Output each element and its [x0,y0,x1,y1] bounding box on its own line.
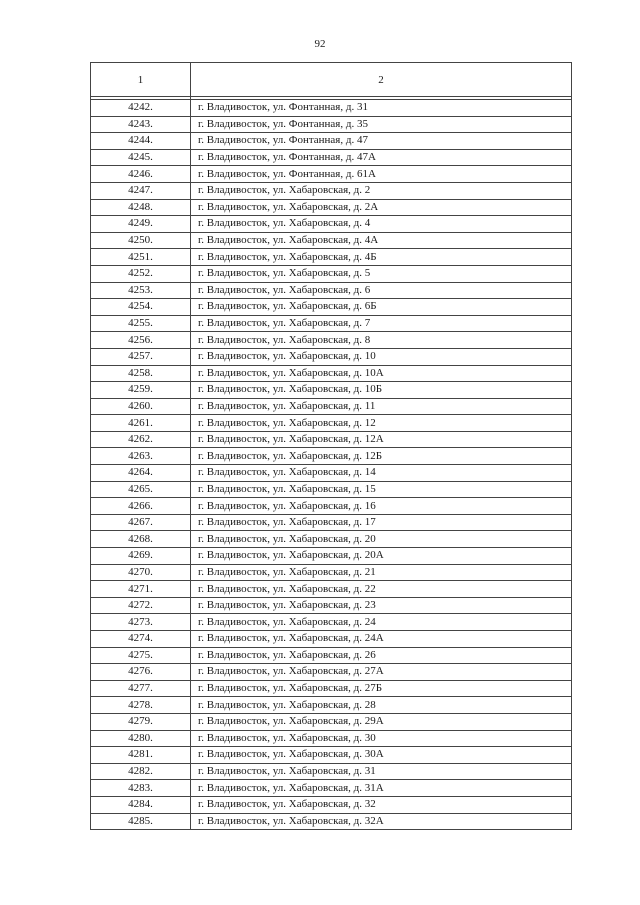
row-address: г. Владивосток, ул. Хабаровская, д. 10Б [191,382,572,399]
row-address: г. Владивосток, ул. Фонтанная, д. 47 [191,133,572,150]
row-number: 4267. [91,514,191,531]
row-number: 4243. [91,116,191,133]
row-number: 4244. [91,133,191,150]
row-address: г. Владивосток, ул. Хабаровская, д. 2А [191,199,572,216]
row-number: 4254. [91,299,191,316]
table-body [91,97,572,830]
table-row [91,465,572,482]
row-number: 4247. [91,182,191,199]
table-row [91,415,572,432]
row-number: 4280. [91,730,191,747]
row-number: 4278. [91,697,191,714]
table-row [91,332,572,349]
row-number: 4242. [91,100,191,117]
table-row [91,481,572,498]
table-row [91,149,572,166]
row-number: 4251. [91,249,191,266]
row-address: г. Владивосток, ул. Фонтанная, д. 47А [191,149,572,166]
table-row [91,398,572,415]
row-address: г. Владивосток, ул. Хабаровская, д. 27Б [191,680,572,697]
address-table [90,62,572,830]
table-row [91,581,572,598]
row-address: г. Владивосток, ул. Хабаровская, д. 31 [191,763,572,780]
table-row [91,680,572,697]
table-row [91,631,572,648]
row-address: г. Владивосток, ул. Хабаровская, д. 31А [191,780,572,797]
row-address: г. Владивосток, ул. Хабаровская, д. 6 [191,282,572,299]
row-address: г. Владивосток, ул. Хабаровская, д. 10А [191,365,572,382]
row-address: г. Владивосток, ул. Хабаровская, д. 4 [191,216,572,233]
row-address: г. Владивосток, ул. Хабаровская, д. 11 [191,398,572,415]
table-row [91,282,572,299]
table-row [91,448,572,465]
table-row [91,597,572,614]
table-row [91,498,572,515]
table-row [91,614,572,631]
row-number: 4265. [91,481,191,498]
row-address: г. Владивосток, ул. Хабаровская, д. 23 [191,597,572,614]
row-number: 4281. [91,747,191,764]
row-address: г. Владивосток, ул. Хабаровская, д. 4Б [191,249,572,266]
table-row [91,697,572,714]
row-number: 4252. [91,265,191,282]
table-row [91,299,572,316]
table-row [91,548,572,565]
row-address: г. Владивосток, ул. Хабаровская, д. 8 [191,332,572,349]
row-number: 4261. [91,415,191,432]
row-number: 4253. [91,282,191,299]
row-address: г. Владивосток, ул. Хабаровская, д. 20 [191,531,572,548]
row-address: г. Владивосток, ул. Хабаровская, д. 20А [191,548,572,565]
table-row [91,647,572,664]
row-number: 4246. [91,166,191,183]
row-number: 4283. [91,780,191,797]
row-number: 4263. [91,448,191,465]
row-address: г. Владивосток, ул. Хабаровская, д. 5 [191,265,572,282]
table-row [91,382,572,399]
page-number: 92 [314,38,326,50]
row-number: 4245. [91,149,191,166]
row-number: 4249. [91,216,191,233]
row-address: г. Владивосток, ул. Хабаровская, д. 29А [191,713,572,730]
row-address: г. Владивосток, ул. Хабаровская, д. 12А [191,431,572,448]
row-number: 4250. [91,232,191,249]
table-row [91,315,572,332]
row-address: г. Владивосток, ул. Хабаровская, д. 21 [191,564,572,581]
row-number: 4268. [91,531,191,548]
row-address: г. Владивосток, ул. Хабаровская, д. 32А [191,813,572,830]
row-number: 4266. [91,498,191,515]
table-row [91,813,572,830]
row-number: 4274. [91,631,191,648]
table-row [91,780,572,797]
row-address: г. Владивосток, ул. Хабаровская, д. 32 [191,796,572,813]
row-address: г. Владивосток, ул. Хабаровская, д. 12 [191,415,572,432]
row-number: 4275. [91,647,191,664]
row-number: 4258. [91,365,191,382]
row-number: 4260. [91,398,191,415]
table-row [91,100,572,117]
row-number: 4257. [91,348,191,365]
row-number: 4282. [91,763,191,780]
table-header [91,63,572,97]
row-number: 4276. [91,664,191,681]
row-number: 4272. [91,597,191,614]
table-row [91,182,572,199]
table-row [91,166,572,183]
row-address: г. Владивосток, ул. Хабаровская, д. 26 [191,647,572,664]
table-row [91,564,572,581]
table-row [91,232,572,249]
row-number: 4264. [91,465,191,482]
table-row [91,216,572,233]
row-number: 4248. [91,199,191,216]
table-row [91,365,572,382]
table-row [91,348,572,365]
row-number: 4269. [91,548,191,565]
row-number: 4255. [91,315,191,332]
row-address: г. Владивосток, ул. Хабаровская, д. 2 [191,182,572,199]
row-address: г. Владивосток, ул. Хабаровская, д. 27А [191,664,572,681]
row-address: г. Владивосток, ул. Фонтанная, д. 61А [191,166,572,183]
row-address: г. Владивосток, ул. Фонтанная, д. 31 [191,100,572,117]
row-number: 4271. [91,581,191,598]
row-number: 4262. [91,431,191,448]
column-header-address: 2 [191,63,572,97]
row-number: 4273. [91,614,191,631]
table-row [91,116,572,133]
row-address: г. Владивосток, ул. Хабаровская, д. 12Б [191,448,572,465]
table-row [91,763,572,780]
table-row [91,249,572,266]
row-number: 4270. [91,564,191,581]
table-row [91,730,572,747]
row-number: 4277. [91,680,191,697]
row-address: г. Владивосток, ул. Хабаровская, д. 30 [191,730,572,747]
row-address: г. Владивосток, ул. Хабаровская, д. 30А [191,747,572,764]
row-address: г. Владивосток, ул. Фонтанная, д. 35 [191,116,572,133]
table-row [91,199,572,216]
row-address: г. Владивосток, ул. Хабаровская, д. 14 [191,465,572,482]
table-row [91,713,572,730]
row-address: г. Владивосток, ул. Хабаровская, д. 6Б [191,299,572,316]
row-number: 4285. [91,813,191,830]
table-row [91,265,572,282]
table-row [91,133,572,150]
row-number: 4259. [91,382,191,399]
row-address: г. Владивосток, ул. Хабаровская, д. 7 [191,315,572,332]
table-row [91,664,572,681]
table-row [91,747,572,764]
row-number: 4256. [91,332,191,349]
row-address: г. Владивосток, ул. Хабаровская, д. 24А [191,631,572,648]
row-address: г. Владивосток, ул. Хабаровская, д. 17 [191,514,572,531]
table-row [91,796,572,813]
column-header-number: 1 [91,63,191,97]
header-row [91,63,572,97]
row-address: г. Владивосток, ул. Хабаровская, д. 24 [191,614,572,631]
row-number: 4284. [91,796,191,813]
row-number: 4279. [91,713,191,730]
row-address: г. Владивосток, ул. Хабаровская, д. 10 [191,348,572,365]
table-row [91,431,572,448]
row-address: г. Владивосток, ул. Хабаровская, д. 22 [191,581,572,598]
row-address: г. Владивосток, ул. Хабаровская, д. 15 [191,481,572,498]
table-row [91,531,572,548]
row-address: г. Владивосток, ул. Хабаровская, д. 4А [191,232,572,249]
table-row [91,514,572,531]
row-address: г. Владивосток, ул. Хабаровская, д. 16 [191,498,572,515]
row-address: г. Владивосток, ул. Хабаровская, д. 28 [191,697,572,714]
